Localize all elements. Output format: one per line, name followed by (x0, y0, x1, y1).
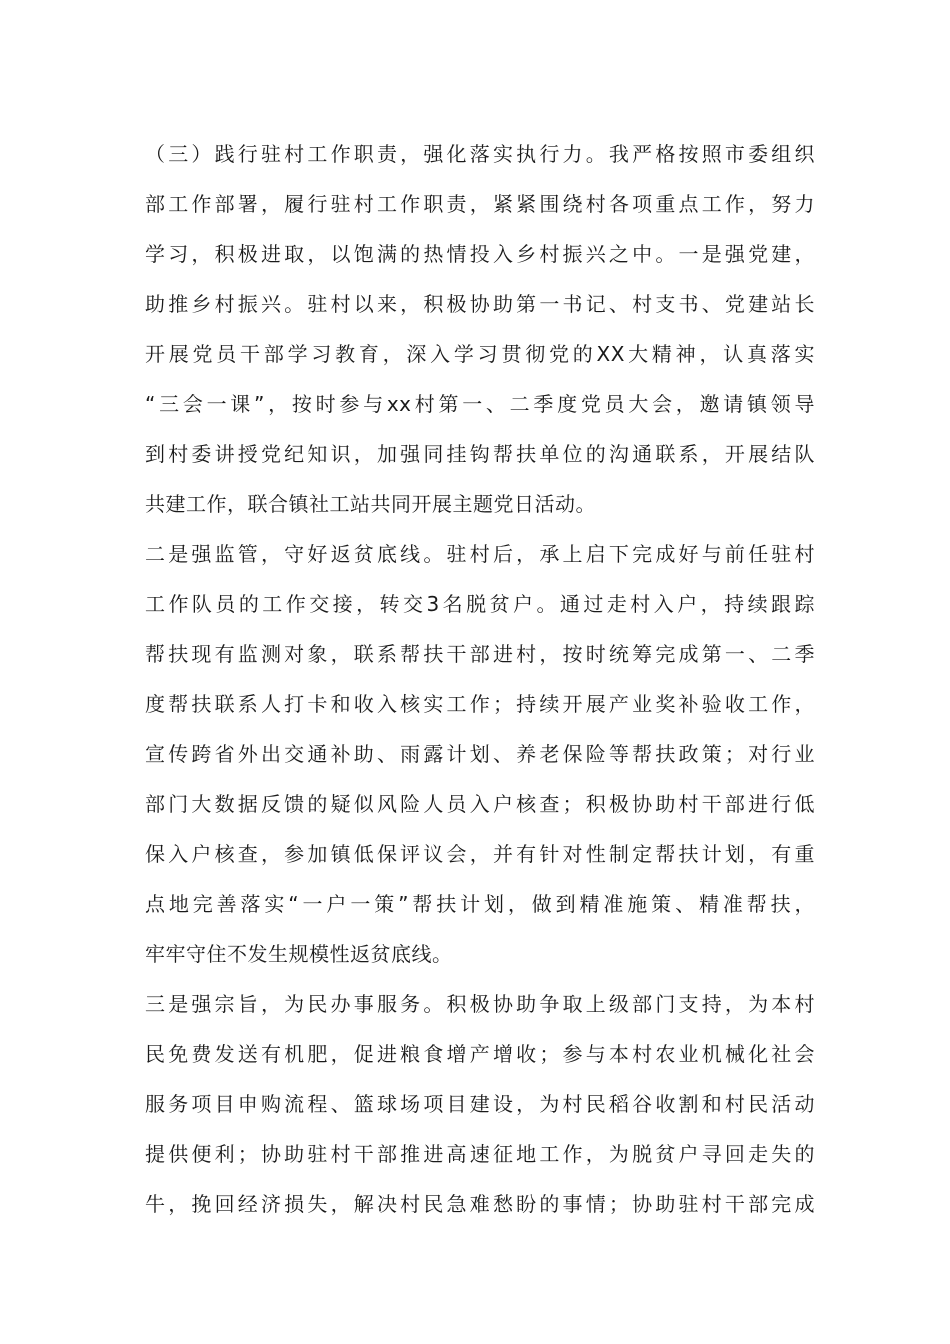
text-line: 牛，挽回经济损失，解决村民急难愁盼的事情；协助驻村干部完成 (145, 1192, 815, 1216)
text-line: 到村委讲授党纪知识，加强同挂钩帮扶单位的沟通联系，开展结队 (145, 442, 815, 466)
text-line: 点地完善落实“一户一策”帮扶计划，做到精准施策、精准帮扶， (145, 892, 815, 916)
text-line: 提供便利；协助驻村干部推进高速征地工作，为脱贫户寻回走失的 (145, 1142, 815, 1166)
text-line: 三是强宗旨，为民办事服务。积极协助争取上级部门支持，为本村 (145, 992, 815, 1016)
text-line: 共建工作，联合镇社工站共同开展主题党日活动。 (145, 492, 596, 516)
text-line: 学习，积极进取，以饱满的热情投入乡村振兴之中。一是强党建， (145, 242, 815, 266)
text-line: 二是强监管，守好返贫底线。驻村后，承上启下完成好与前任驻村 (145, 542, 815, 566)
text-line: 服务项目申购流程、篮球场项目建设，为村民稻谷收割和村民活动 (145, 1092, 815, 1116)
text-line: 度帮扶联系人打卡和收入核实工作；持续开展产业奖补验收工作， (145, 692, 815, 716)
text-line: 帮扶现有监测对象，联系帮扶干部进村，按时统筹完成第一、二季 (145, 642, 815, 666)
text-line: “三会一课”，按时参与xx村第一、二季度党员大会，邀请镇领导 (145, 392, 815, 416)
text-line: 助推乡村振兴。驻村以来，积极协助第一书记、村支书、党建站长 (145, 292, 815, 316)
text-line: 开展党员干部学习教育，深入学习贯彻党的XX大精神，认真落实 (145, 342, 815, 366)
text-line: 保入户核查，参加镇低保评议会，并有针对性制定帮扶计划，有重 (145, 842, 815, 866)
text-line: 部门大数据反馈的疑似风险人员入户核查；积极协助村干部进行低 (145, 792, 815, 816)
text-line: 民免费发送有机肥，促进粮食增产增收；参与本村农业机械化社会 (145, 1042, 815, 1066)
text-line: 工作队员的工作交接，转交3名脱贫户。通过走村入户，持续跟踪 (145, 592, 815, 616)
text-line: 牢牢守住不发生规模性返贫底线。 (145, 942, 453, 966)
text-line: 部工作部署，履行驻村工作职责，紧紧围绕村各项重点工作，努力 (145, 192, 815, 216)
text-line: （三）践行驻村工作职责，强化落实执行力。我严格按照市委组织 (145, 142, 815, 166)
text-line: 宣传跨省外出交通补助、雨露计划、养老保险等帮扶政策；对行业 (145, 742, 815, 766)
